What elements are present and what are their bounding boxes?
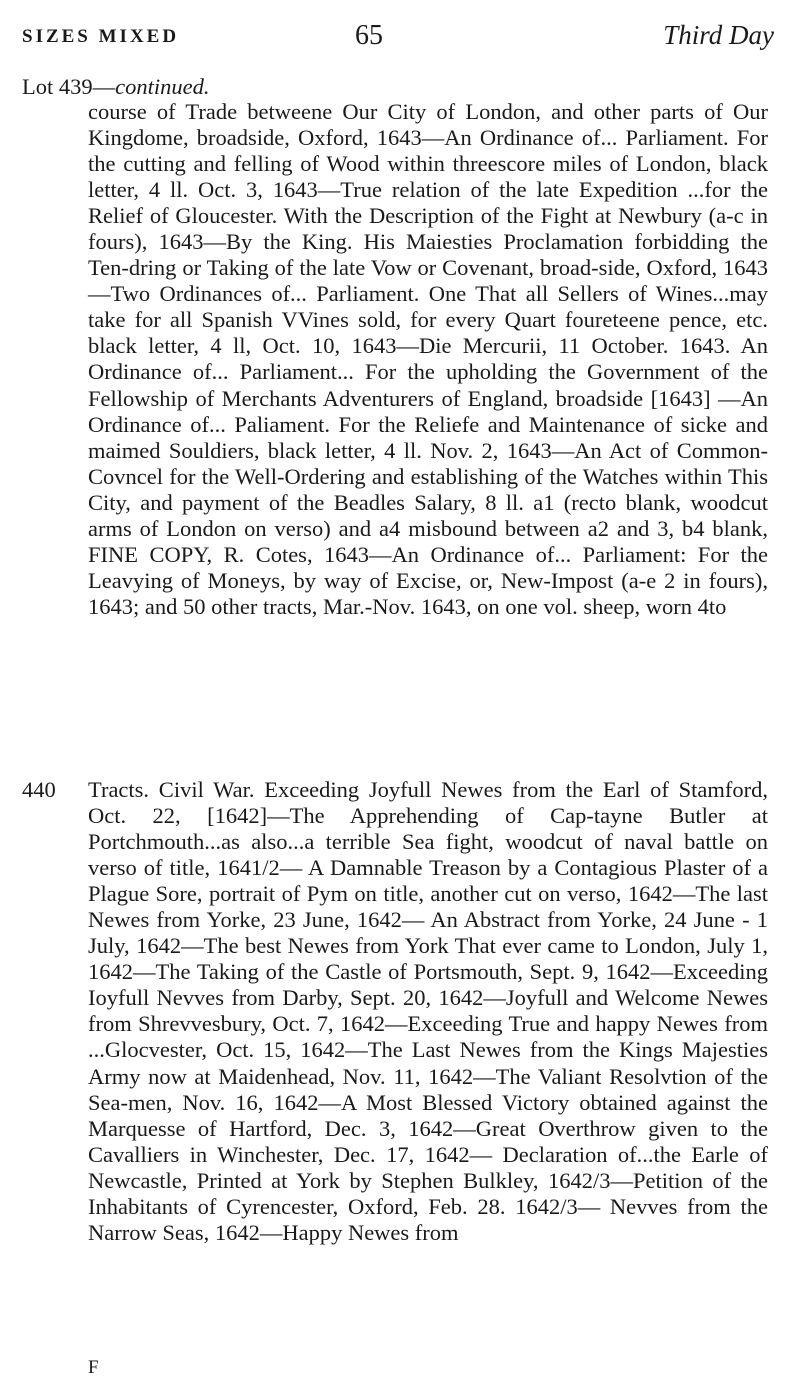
lot-439-continued: continued.	[115, 74, 210, 99]
signature-mark: F	[88, 1357, 99, 1378]
lot-439-description: course of Trade betweene Our City of London, and other parts of Our Kingdome, broadside, Oxford, 1643—An Ordinance of... Parliament. For the cutting and felling of Wood within threescore miles of London, black letter, 4 ll. Oct. 3, 1643—True relation of the late Expedition ...for the Relief of Gloucester. With the Description of the Fight at Newbury (a-c in fours), 1643—By the King. His Maiesties Proclamation forbidding the Ten-dring or Taking of the late Vow or Covenant, broad-side, Oxford, 1643—Two Ordinances of... Parliament. One That all Sellers of Wines...may take for all Spanish VVines sold, for every Quart foureteene pence, etc. black letter, 4 ll, Oct. 10, 1643—Die Mercurii, 11 October. 1643. An Ordinance of... Parliament... For the upholding the Government of the Fellowship of Merchants Adventurers of England, broadside [1643] —An Ordinance of... Paliament. For the Reliefe and Maintenance of sicke and maimed Souldiers, black letter, 4 ll. Nov. 2, 1643—An Act of Common-Covncel for the Well-Ordering and establishing of the Watches within This City, and payment of the Beadles Salary, 8 ll. a1 (recto blank, woodcut arms of London on verso) and a4 misbound between a2 and 3, b4 blank, FINE COPY, R. Cotes, 1643—An Ordinance of... Parliament: For the Leavying of Moneys, by way of Excise, or, New-Impost (a-e 2 in fours), 1643; and 50 other tracts, Mar.-Nov. 1643, on one vol. sheep, worn 4to	[88, 99, 768, 619]
page-number: 65	[355, 20, 383, 51]
lot-440-description: Tracts. Civil War. Exceeding Joyfull Newes from the Earl of Stamford, Oct. 22, [1642]—The Apprehending of Cap-tayne Butler at Portchmouth...as also...a terrible Sea fight, woodcut of naval battle on verso of title, 1641/2— A Damnable Treason by a Contagious Plaster of a Plague Sore, portrait of Pym on title, another cut on verso, 1642—The last Newes from Yorke, 23 June, 1642— An Abstract from Yorke, 24 June - 1 July, 1642—The best Newes from York That ever came to London, July 1, 1642—The Taking of the Castle of Portsmouth, Sept. 9, 1642—Exceeding Ioyfull Nevves from Darby, Sept. 20, 1642—Joyfull and Welcome Newes from Shrevvesbury, Oct. 7, 1642—Exceeding True and happy Newes from ...Glocvester, Oct. 15, 1642—The Last Newes from the Kings Majesties Army now at Maidenhead, Nov. 11, 1642—The Valiant Resolvtion of the Sea-men, Nov. 16, 1642—A Most Blessed Victory obtained against the Marquesse of Hartford, Dec. 3, 1642—Great Overthrow given to the Cavalliers in Winchester, Dec. 17, 1642— Declaration of...the Earle of Newcastle, Printed at York by Stephen Bulkley, 1642/3—Petition of the Inhabitants of Cyrencester, Oxford, Feb. 28. 1642/3— Nevves from the Narrow Seas, 1642—Happy Newes from	[88, 777, 768, 1245]
lot-440-number: 440	[22, 777, 56, 802]
running-head-right: Third Day	[663, 20, 774, 50]
lot-439-heading	[22, 74, 209, 100]
page-header	[0, 14, 800, 54]
lot-439-label: Lot 439—	[22, 74, 116, 99]
running-head-left: SIZES MIXED	[22, 26, 180, 47]
